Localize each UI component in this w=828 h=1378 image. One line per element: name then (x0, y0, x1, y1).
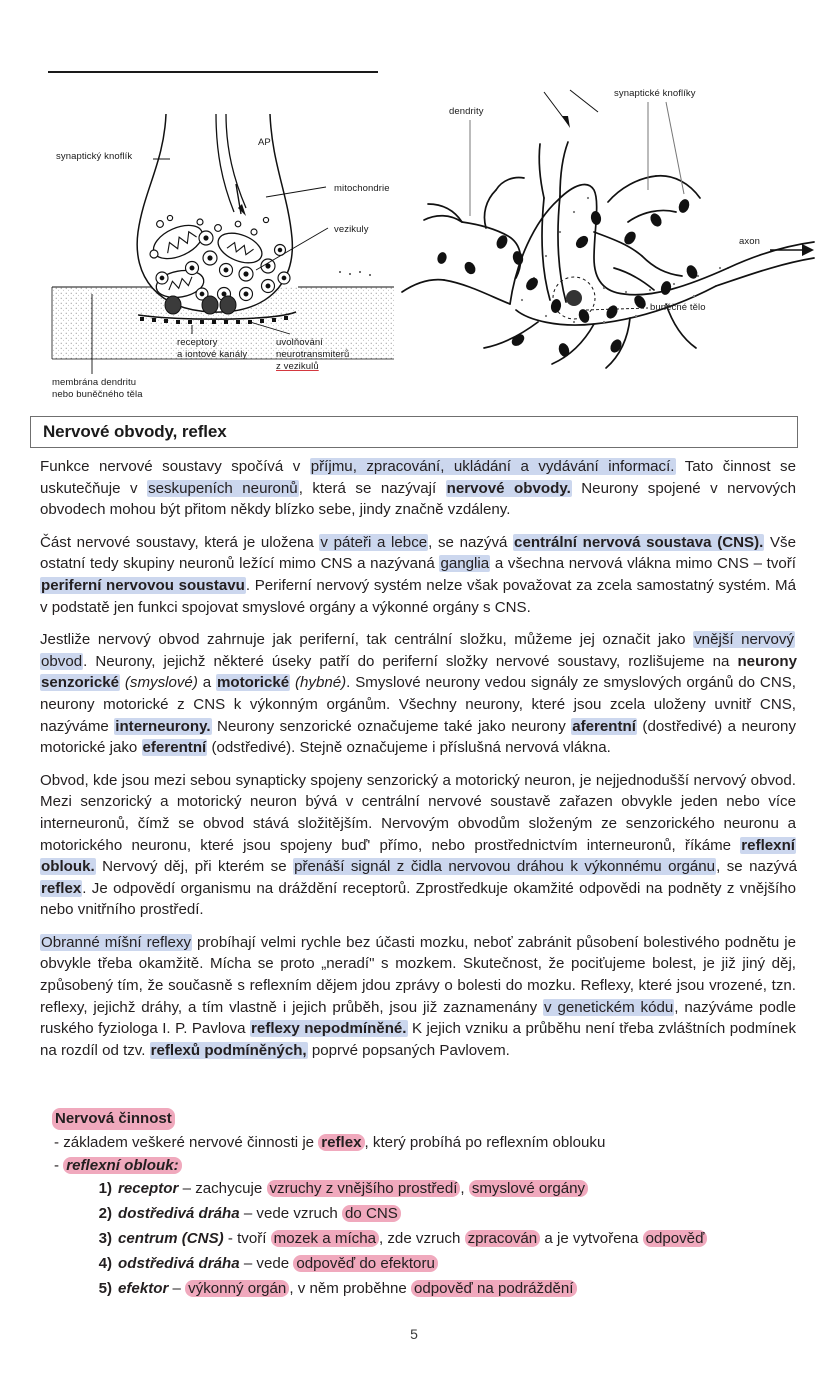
figure-label-iontove-kanaly: a iontové kanály (177, 349, 248, 360)
figure-label-axon: axon (739, 236, 761, 247)
notes-heading-row (40, 1108, 780, 1132)
list-item: odstředivá dráha – vede odpověď do efektoru (118, 1253, 780, 1276)
neuron-diagram (398, 72, 818, 392)
figure-label-bunecneho-tela: nebo buněčného těla (52, 389, 143, 400)
figure-area (0, 0, 828, 405)
paragraph-2: Část nervové soustavy, která je uložena v páteři a lebce, se nazývá centrální nervová soustava (CNS). Vše ostatní tedy skupiny neuronů ležící mimo CNS a nazývaná ganglia a všechna nervová vlákna mimo CNS – tvoří periferní nervovou soustavu. Periferní nervový systém nelze však považovat za zcela samostatný systém. Má v podstatě jen funkci spojovat smyslové orgány a výkonné orgány s CNS. (40, 533, 797, 616)
section-header-box (30, 416, 798, 448)
list-item: receptor – zachycuje vzruchy z vnějšího prostředí , smyslové orgány (118, 1178, 780, 1201)
figure-label-vezikuly: vezikuly (334, 224, 369, 235)
figure-label-neurotransmiteru: neurotransmiterů (276, 349, 350, 360)
paragraph-1: Funkce nervové soustavy spočívá v příjmu, zpracování, ukládání a vydávání informací. Tato činnost se uskutečňuje v seskupeních neuronů, která se nazývají nervové obvody. Neurony spojené v nervových obvodech mohou být přitom někdy blízko sebe, jindy značně vzdáleny. (40, 458, 796, 519)
figure-label-synapticky-knoflik: synaptický knoflík (56, 151, 133, 162)
figure-label-mitochondrie: mitochondrie (334, 183, 390, 194)
figure-label-z-vezikulu: z vezikulů (276, 361, 319, 372)
page-number: 5 (410, 1326, 418, 1342)
notes-bullet-2: - reflexní oblouk: (54, 1155, 780, 1177)
page-title: Nervové obvody, reflex (43, 422, 227, 441)
synapse-diagram (40, 72, 410, 402)
paragraph-5: Obranné míšní reflexy probíhají velmi rychle bez účasti mozku, neboť zabránit působení bolestivého podnětu je obvykle třeba okamžitě. Mícha se proto „neradí" s mozkem. Skutečnost, že pociťujeme bolest, je již jiný děj, způsobený tím, že současně s reflexním dějem jdou zprávy o bolesti do mozku. Reflexy, které jsou vrozené, tzn. reflexy, jejichž dráhy, a tím vlastně i jejich průběh, jsou již zaznamenány v genetickém kódu, nazýváme podle ruského fyziologa I. P. Pavlova reflexy nepodmíněné. K jejich vzniku a průběhu není třeba zvláštních podmínek na rozdíl od tzv. reflexů podmíněných, poprvé popsaných Pavlovem. (40, 933, 797, 1059)
figure-label-membrana-dendritu: membrána dendritu (52, 377, 137, 388)
list-item: dostředivá dráha – vede vzruch do CNS (118, 1203, 780, 1226)
notes-heading: Nervová činnost (52, 1108, 175, 1130)
figure-label-ap: AP (258, 137, 271, 148)
paragraph-3: Jestliže nervový obvod zahrnuje jak periferní, tak centrální složku, můžeme jej označit jako vnější nervový obvod. Neurony, jejichž některé úseky patří do periferní složky nervové soustavy, rozlišujeme na neurony senzorické (smyslové) a motorické (hybné). Smyslové neurony vedou signály ze smyslových orgánů do CNS, neurony motorické z CNS k výkonným orgánům. Všechny neurony, které jsou zcela uloženy uvnitř CNS, nazýváme interneurony. Neurony senzorické označujeme také jako neurony aferentní (dostředivé) a neurony motorické jako eferentní (odstředivé). Stejně označujeme i příslušná nervová vlákna. (40, 631, 797, 757)
figure-label-bunecne-telo: buněčné tělo (650, 302, 706, 313)
neuron-diagram-svg (398, 72, 818, 392)
paragraph-4: Obvod, kde jsou mezi sebou synapticky spojeny senzorický a motorický neuron, je nejjednodušší nervový obvod. Mezi senzorický a motorický neuron bývá v centrální nervové soustavě zařazen obvykle jeden nebo více interneuronů, čímž se obvod stává složitějším. Nervovým obvodům složeným ze senzorického neuronu a motorického neuronu, které jsou spojeny buď' přímo, nebo prostřednictvím interneuronů, říkáme reflexní oblouk. Nervový děj, při kterém se přenáší signál z čidla nervovou dráhou k výkonnému orgánu, se nazývá reflex. Je odpovědí organismu na dráždění receptorů. Zprostředkuje okamžité odpovědi na podněty z vnějšího nebo vnitřního prostředí. (40, 771, 797, 919)
notes-bullet-1: - základem veškeré nervové činnosti je reflex , který probíhá po reflexním oblouku (54, 1133, 606, 1151)
list-item: centrum (CNS) - tvoří mozek a mícha , zde vzruch zpracován a je vytvořena odpověď (118, 1228, 780, 1251)
reflex-arc-list (40, 1178, 780, 1301)
figure-label-synapticke-knofliky: synaptické knoflíky (614, 88, 696, 99)
figure-label-dendrity: dendrity (449, 106, 484, 117)
figure-label-uvolnovani: uvolňování (276, 337, 323, 348)
list-item: efektor – výkonný orgán , v něm proběhne odpověď na podráždění (118, 1278, 780, 1301)
figure-label-receptory: receptory (177, 337, 218, 348)
notes-block (40, 1108, 780, 1303)
article-body (40, 456, 796, 1072)
